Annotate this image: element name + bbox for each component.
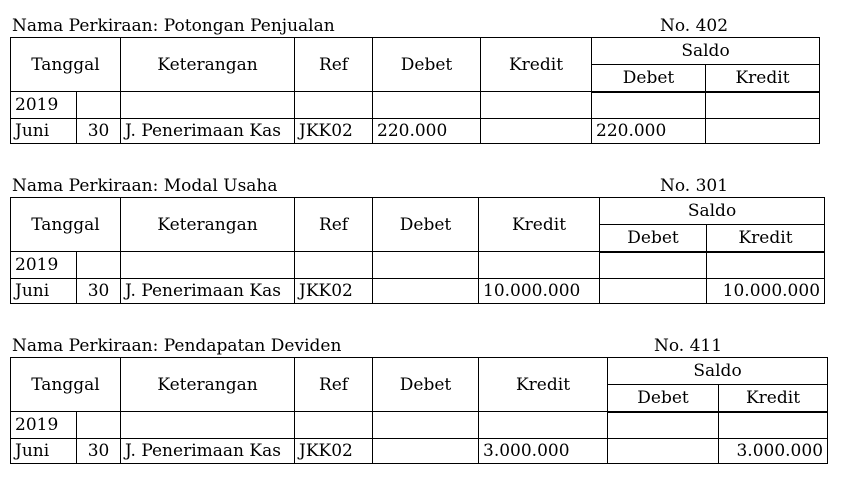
header-saldo-debet: Debet <box>592 65 706 92</box>
empty-cell <box>373 92 481 119</box>
header-saldo-kredit: Kredit <box>706 65 820 92</box>
header-ref: Ref <box>295 358 373 412</box>
year-row <box>11 252 825 279</box>
kredit-cell <box>481 119 592 144</box>
ledger-potongan-penjualan <box>10 15 820 144</box>
account-name: Nama Perkiraan: Potongan Penjualan <box>12 16 335 36</box>
header-kredit: Kredit <box>479 198 600 252</box>
header-tanggal: Tanggal <box>11 38 121 92</box>
header-debet: Debet <box>373 198 479 252</box>
keterangan-cell: J. Penerimaan Kas <box>121 119 295 144</box>
day-cell: 30 <box>77 439 121 464</box>
entry-row <box>11 119 820 144</box>
month-cell: Juni <box>11 119 77 144</box>
saldo-kredit-cell: 10.000.000 <box>707 279 825 304</box>
header-ref: Ref <box>295 38 373 92</box>
empty-cell <box>481 92 592 119</box>
saldo-debet-cell <box>608 439 719 464</box>
account-number: No. 301 <box>660 176 729 196</box>
saldo-kredit-cell: 3.000.000 <box>719 439 828 464</box>
empty-cell <box>373 252 479 279</box>
empty-cell <box>600 252 707 279</box>
entry-row <box>11 279 825 304</box>
header-debet: Debet <box>373 38 481 92</box>
header-saldo: Saldo <box>608 358 828 385</box>
ledger-modal-usaha <box>10 175 825 304</box>
saldo-kredit-cell <box>706 119 820 144</box>
header-keterangan: Keterangan <box>121 358 295 412</box>
header-saldo: Saldo <box>600 198 825 225</box>
saldo-debet-cell: 220.000 <box>592 119 706 144</box>
header-kredit: Kredit <box>481 38 592 92</box>
day-cell: 30 <box>77 279 121 304</box>
header-saldo: Saldo <box>592 38 820 65</box>
header-tanggal: Tanggal <box>11 198 121 252</box>
account-number: No. 402 <box>660 16 729 36</box>
empty-cell <box>77 252 121 279</box>
header-keterangan: Keterangan <box>121 198 295 252</box>
ledger-table <box>10 197 825 304</box>
header-saldo-debet: Debet <box>608 385 719 412</box>
ledger-header <box>10 335 828 357</box>
debet-cell: 220.000 <box>373 119 481 144</box>
header-ref: Ref <box>295 198 373 252</box>
empty-cell <box>592 92 706 119</box>
month-cell: Juni <box>11 439 77 464</box>
header-keterangan: Keterangan <box>121 38 295 92</box>
header-saldo-debet: Debet <box>600 225 707 252</box>
account-name: Nama Perkiraan: Pendapatan Deviden <box>12 336 342 356</box>
empty-cell <box>121 252 295 279</box>
header-tanggal: Tanggal <box>11 358 121 412</box>
ref-cell: JKK02 <box>295 279 373 304</box>
saldo-debet-cell <box>600 279 707 304</box>
empty-cell <box>77 92 121 119</box>
ledger-header <box>10 175 825 197</box>
day-cell: 30 <box>77 119 121 144</box>
empty-cell <box>295 412 373 439</box>
year-row <box>11 92 820 119</box>
kredit-cell: 3.000.000 <box>479 439 608 464</box>
empty-cell <box>706 92 820 119</box>
ledger-table <box>10 357 828 464</box>
keterangan-cell: J. Penerimaan Kas <box>121 439 295 464</box>
month-cell: Juni <box>11 279 77 304</box>
debet-cell <box>373 439 479 464</box>
account-name: Nama Perkiraan: Modal Usaha <box>12 176 278 196</box>
empty-cell <box>479 252 600 279</box>
header-saldo-kredit: Kredit <box>707 225 825 252</box>
empty-cell <box>608 412 719 439</box>
kredit-cell: 10.000.000 <box>479 279 600 304</box>
year-row <box>11 412 828 439</box>
empty-cell <box>707 252 825 279</box>
empty-cell <box>479 412 608 439</box>
empty-cell <box>121 92 295 119</box>
year-cell: 2019 <box>11 92 77 119</box>
header-saldo-kredit: Kredit <box>719 385 828 412</box>
empty-cell <box>121 412 295 439</box>
ref-cell: JKK02 <box>295 119 373 144</box>
debet-cell <box>373 279 479 304</box>
entry-row <box>11 439 828 464</box>
empty-cell <box>373 412 479 439</box>
empty-cell <box>77 412 121 439</box>
empty-cell <box>295 252 373 279</box>
empty-cell <box>295 92 373 119</box>
ledger-table <box>10 37 820 144</box>
keterangan-cell: J. Penerimaan Kas <box>121 279 295 304</box>
empty-cell <box>719 412 828 439</box>
header-kredit: Kredit <box>479 358 608 412</box>
ledger-pendapatan-deviden <box>10 335 828 464</box>
year-cell: 2019 <box>11 412 77 439</box>
ledger-header <box>10 15 820 37</box>
account-number: No. 411 <box>654 336 723 356</box>
header-debet: Debet <box>373 358 479 412</box>
year-cell: 2019 <box>11 252 77 279</box>
ref-cell: JKK02 <box>295 439 373 464</box>
